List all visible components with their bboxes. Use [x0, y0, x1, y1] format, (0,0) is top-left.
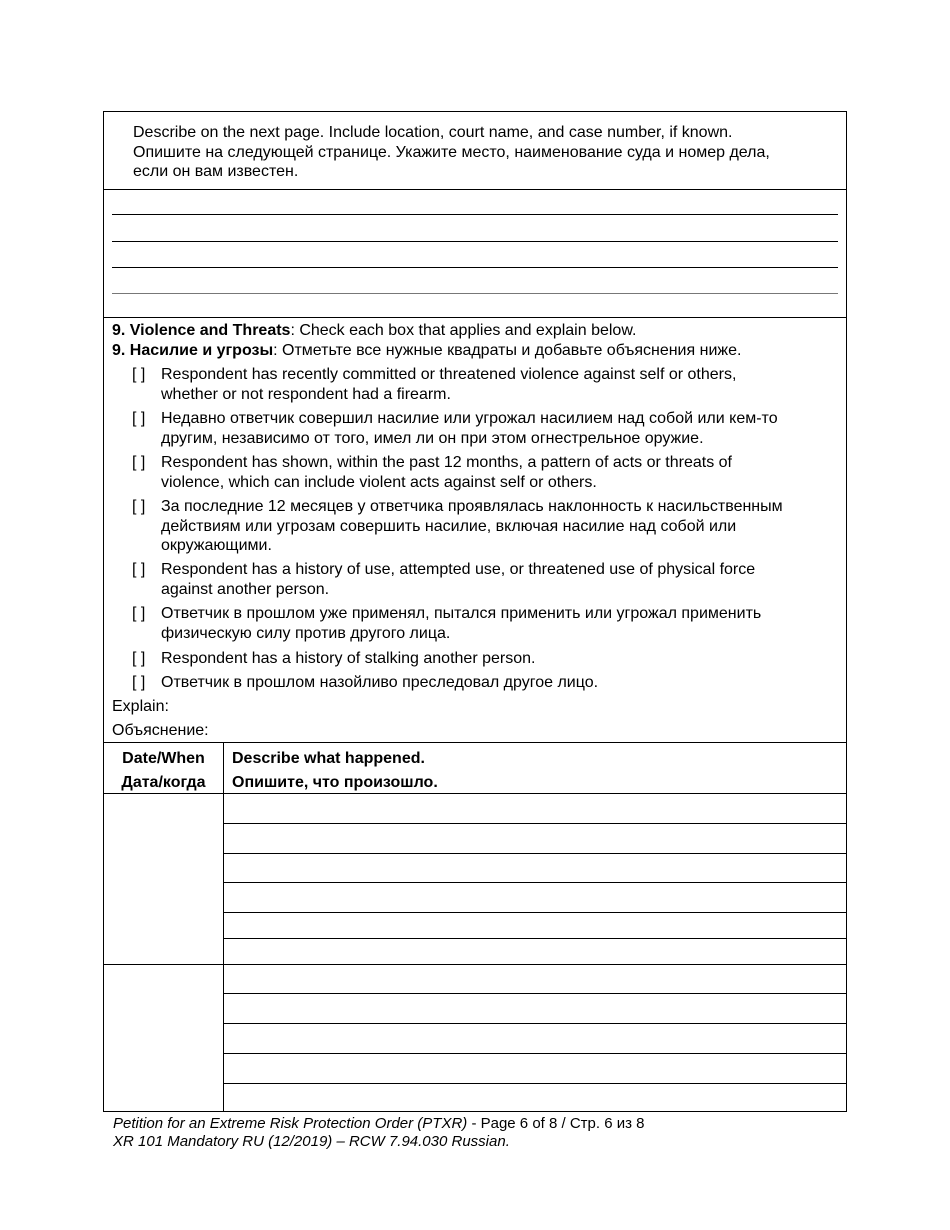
- intro-line-ru-2: если он вам известен.: [133, 163, 299, 180]
- section-9-heading-en: [112, 321, 837, 341]
- item-text: against another person.: [161, 580, 330, 598]
- item-text: Respondent has a history of stalking another person.: [161, 650, 536, 667]
- section-9-instruction-ru: : Отметьте все нужные квадраты и добавьте объяснения ниже.: [273, 342, 742, 359]
- intro-line-ru-1: Опишите на следующей странице. Укажите место, наименование суда и номер дела,: [133, 143, 770, 161]
- form-page-box: [103, 111, 847, 1112]
- item-text: Respondent has recently committed or threatened violence against self or others,: [161, 366, 737, 383]
- checkbox[interactable]: [ ]: [132, 498, 146, 515]
- table-header-description: [232, 747, 438, 795]
- incident-table: [104, 742, 846, 1111]
- item-text: Ответчик в прошлом назойливо преследовал другое лицо.: [161, 674, 599, 691]
- item-text: Недавно ответчик совершил насилие или угрожал насилием над собой или кем-то: [161, 410, 778, 427]
- section-9-violence-threats: [104, 317, 846, 743]
- explain-label-en: Explain:: [112, 698, 169, 715]
- checkbox[interactable]: [ ]: [132, 674, 146, 691]
- table-header-date: [104, 747, 223, 795]
- item-text: Ответчик в прошлом уже применял, пытался применить или угрожал применить: [161, 605, 762, 622]
- checkbox[interactable]: [ ]: [132, 561, 146, 578]
- page-footer: [113, 1115, 645, 1151]
- header-date-ru: Дата/когда: [121, 774, 206, 791]
- header-desc-ru: Опишите, что произошло.: [232, 774, 438, 791]
- write-line[interactable]: [112, 241, 838, 242]
- checkbox[interactable]: [ ]: [132, 410, 146, 427]
- intro-row: [104, 112, 846, 190]
- item-text: окружающими.: [161, 537, 272, 554]
- item-text: действиям или угрозам совершить насилие, включая насилие над собой или: [161, 517, 737, 535]
- write-line[interactable]: [112, 293, 838, 294]
- intro-line-en: Describe on the next page. Include location, court name, and case number, if known.: [133, 124, 733, 141]
- checkbox[interactable]: [ ]: [132, 605, 146, 622]
- item-text: другим, независимо от того, имел ли он при этом огнестрельное оружие.: [161, 429, 704, 447]
- section-9-title-en: 9. Violence and Threats: [112, 322, 291, 339]
- writing-lines-area[interactable]: [104, 189, 846, 318]
- description-line[interactable]: [223, 993, 846, 994]
- description-line[interactable]: [223, 882, 846, 883]
- description-line[interactable]: [223, 1083, 846, 1084]
- item-text: физическую силу против другого лица.: [161, 624, 451, 642]
- item-text: За последние 12 месяцев у ответчика проявлялась наклонность к насильственным: [161, 498, 783, 515]
- header-divider: [104, 793, 846, 794]
- entry-divider: [104, 964, 846, 965]
- item-text: violence, which can include violent acts against self or others.: [161, 473, 597, 491]
- description-line[interactable]: [223, 1023, 846, 1024]
- explain-label-ru: Объяснение:: [112, 722, 209, 739]
- column-divider: [223, 743, 224, 1111]
- description-line[interactable]: [223, 1053, 846, 1054]
- footer-form-id: XR 101 Mandatory RU (12/2019) – RCW 7.94.030 Russian.: [113, 1133, 510, 1150]
- section-9-instruction-en: : Check each box that applies and explain below.: [290, 322, 637, 339]
- item-text: Respondent has shown, within the past 12 months, a pattern of acts or threats of: [161, 454, 732, 471]
- item-text: whether or not respondent had a firearm.: [161, 385, 451, 403]
- checkbox[interactable]: [ ]: [132, 650, 146, 667]
- description-line[interactable]: [223, 938, 846, 939]
- write-line[interactable]: [112, 267, 838, 268]
- footer-form-title: Petition for an Extreme Risk Protection Order (PTXR): [113, 1115, 468, 1132]
- description-line[interactable]: [223, 823, 846, 824]
- description-line[interactable]: [223, 912, 846, 913]
- item-text: Respondent has a history of use, attempted use, or threatened use of physical force: [161, 561, 756, 578]
- description-line[interactable]: [223, 853, 846, 854]
- section-9-title-ru: 9. Насилие и угрозы: [112, 342, 274, 359]
- intro-text: [133, 123, 833, 182]
- header-date-en: Date/When: [122, 750, 205, 767]
- footer-page-number: - Page 6 of 8 / Стр. 6 из 8: [467, 1115, 645, 1132]
- section-9-heading-ru: [112, 341, 837, 361]
- footer-line-1: [113, 1115, 645, 1133]
- write-line[interactable]: [112, 214, 838, 215]
- checkbox[interactable]: [ ]: [132, 454, 146, 471]
- header-desc-en: Describe what happened.: [232, 750, 425, 767]
- checkbox[interactable]: [ ]: [132, 366, 146, 383]
